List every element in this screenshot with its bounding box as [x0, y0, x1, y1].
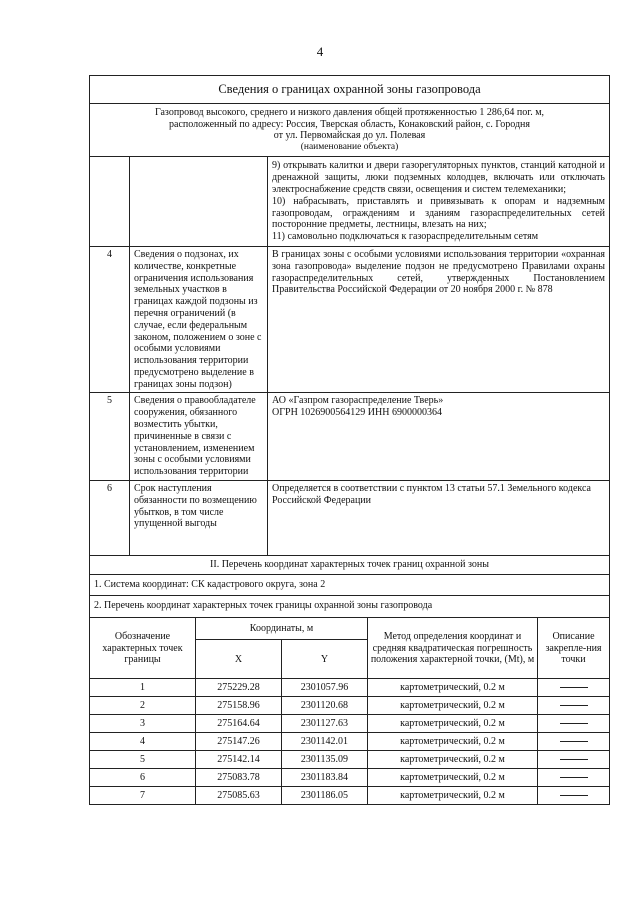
header-y: Y	[282, 640, 368, 679]
continued-label-cell	[130, 157, 268, 247]
object-line-3: от ул. Первомайская до ул. Полевая	[273, 130, 426, 142]
restriction-item-10: 10) набрасывать, приставлять и привязывать к опорам и надземным газопроводам, ограждениям и зданиям газораспределительных сетей посторонние предметы, лестницы, влезать на них;	[272, 195, 605, 231]
point-x: 275229.28	[196, 679, 282, 697]
dash-mark	[560, 705, 588, 706]
table-row	[90, 751, 610, 769]
point-x: 275158.96	[196, 697, 282, 715]
dash-mark	[560, 777, 588, 778]
continued-value-cell	[268, 157, 610, 247]
object-name-block	[90, 103, 610, 157]
header-description: Описание закрепле-ния точки	[538, 618, 610, 679]
header-designation: Обозначение характерных точек границы	[90, 618, 196, 679]
point-number: 3	[90, 715, 196, 733]
point-method: картометрический, 0.2 м	[368, 697, 538, 715]
point-y: 2301127.63	[282, 715, 368, 733]
point-description	[538, 751, 610, 769]
restriction-item-9: 9) открывать калитки и двери газорегуляторных пунктов, станций катодной и дренажной защиты, люки подземных колодцев, включать или отключать электроснабжение средств связи, освещения и систем телемеханики;	[272, 160, 605, 195]
point-x: 275085.63	[196, 787, 282, 805]
continued-row	[90, 157, 610, 247]
document-sheet	[89, 75, 610, 805]
info-row-6	[90, 481, 610, 556]
object-caption: (наименование объекта)	[300, 142, 399, 153]
row-value: В границах зоны с особыми условиями использования территории «охранная зона газопровода» выделение подзон не предусмотрено Правилами охраны газораспределительных сетей, утвержденных Постановлением Правительства Российской Федерации от 20 ноября 2000 г. № 878	[268, 246, 610, 393]
point-y: 2301135.09	[282, 751, 368, 769]
header-x: X	[196, 640, 282, 679]
row-label: Срок наступления обязанности по возмещению убытков, в том числе упущенной выгоды	[130, 481, 268, 556]
point-method: картометрический, 0.2 м	[368, 751, 538, 769]
point-y: 2301120.68	[282, 697, 368, 715]
row-number: 6	[90, 481, 130, 556]
point-method: картометрический, 0.2 м	[368, 715, 538, 733]
point-method: картометрический, 0.2 м	[368, 787, 538, 805]
object-line-2: расположенный по адресу: Россия, Тверская область, Конаковский район, с. Городня	[169, 118, 530, 130]
point-description	[538, 697, 610, 715]
point-number: 5	[90, 751, 196, 769]
point-x: 275142.14	[196, 751, 282, 769]
restriction-item-11: 11) самовольно подключаться к газораспределительным сетям	[272, 231, 539, 243]
dash-mark	[560, 687, 588, 688]
table-row	[90, 769, 610, 787]
coordinates-body	[90, 679, 610, 805]
point-y: 2301057.96	[282, 679, 368, 697]
point-number: 6	[90, 769, 196, 787]
page-number: 4	[316, 44, 324, 59]
point-method: картометрический, 0.2 м	[368, 679, 538, 697]
point-number: 1	[90, 679, 196, 697]
zone-info-table	[89, 75, 610, 618]
point-number: 4	[90, 733, 196, 751]
coordinates-table	[89, 617, 610, 805]
point-x: 275083.78	[196, 769, 282, 787]
object-line-1: Газопровод высокого, среднего и низкого давления общей протяженностью 1 286,64 пог. м,	[154, 106, 545, 118]
point-method: картометрический, 0.2 м	[368, 733, 538, 751]
dash-mark	[560, 795, 588, 796]
point-y: 2301186.05	[282, 787, 368, 805]
point-y: 2301142.01	[282, 733, 368, 751]
row-number: 5	[90, 393, 130, 481]
point-x: 275147.26	[196, 733, 282, 751]
dash-mark	[560, 759, 588, 760]
coordinate-list-title: 2. Перечень координат характерных точек границы охранной зоны газопровода	[90, 595, 610, 618]
owner-registration: ОГРН 1026900564129 ИНН 6900000364	[272, 407, 442, 419]
continued-num-cell	[90, 157, 130, 247]
point-description	[538, 679, 610, 697]
row-value	[268, 393, 610, 481]
dash-mark	[560, 723, 588, 724]
info-row-5	[90, 393, 610, 481]
header-method: Метод определения координат и средняя квадратическая погрешность положения характерной точки, (Mt), м	[368, 618, 538, 679]
point-description	[538, 715, 610, 733]
row-number: 4	[90, 246, 130, 393]
table-row	[90, 733, 610, 751]
table-row	[90, 715, 610, 733]
row-label: Сведения о подзонах, их количестве, конкретные ограничения использования земельных участков в границах каждой подзоны из перечня ограничений (в случае, если федеральным законом, положением о зоне с особыми условиями использования территории предусмотрено выделение в границах зоны подзон)	[130, 246, 268, 393]
coordinate-system: 1. Система координат: СК кадастрового округа, зона 2	[90, 574, 610, 595]
point-description	[538, 769, 610, 787]
row-label: Сведения о правообладателе сооружения, обязанного возместить убытки, причиненные в связи с установлением, изменением зоны с особыми условиями использования территории	[130, 393, 268, 481]
point-number: 2	[90, 697, 196, 715]
point-x: 275164.64	[196, 715, 282, 733]
row-value: Определяется в соответствии с пунктом 13 статьи 57.1 Земельного кодекса Российской Федерации	[268, 481, 610, 556]
info-row-4	[90, 246, 610, 393]
document-title: Сведения о границах охранной зоны газопровода	[90, 76, 610, 104]
owner-name: АО «Газпром газораспределение Тверь»	[272, 395, 444, 407]
point-number: 7	[90, 787, 196, 805]
table-row	[90, 679, 610, 697]
dash-mark	[560, 741, 588, 742]
table-row	[90, 697, 610, 715]
table-row	[90, 787, 610, 805]
section-2-title: II. Перечень координат характерных точек границ охранной зоны	[90, 556, 610, 575]
point-description	[538, 787, 610, 805]
point-description	[538, 733, 610, 751]
point-y: 2301183.84	[282, 769, 368, 787]
header-coordinates: Координаты, м	[196, 618, 368, 640]
point-method: картометрический, 0.2 м	[368, 769, 538, 787]
